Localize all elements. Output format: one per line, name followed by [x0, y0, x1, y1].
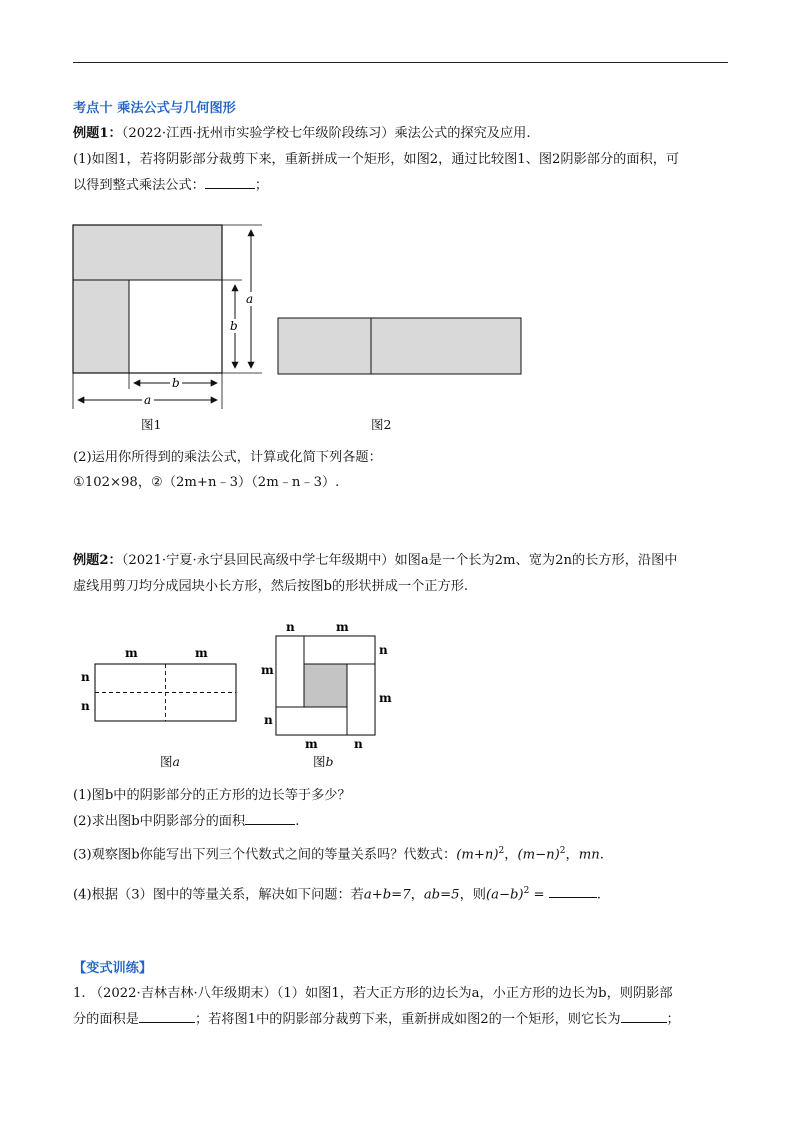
header-rule: [73, 62, 728, 63]
example1-q1-line2: 以得到整式乘法公式： ；: [73, 178, 269, 193]
answer-blank[interactable]: [549, 885, 597, 898]
answer-blank[interactable]: [621, 1010, 667, 1023]
section-title: 考点十 乘法公式与几何图形: [73, 101, 236, 116]
example2-q2: (2)求出图b中阴影部分的面积 .: [73, 814, 300, 829]
figb-label-m-bottom: m: [305, 737, 318, 750]
figure-a-diagram: [78, 644, 248, 726]
example2-label: 例题2：: [73, 553, 122, 568]
figb-label-m-top: m: [336, 620, 349, 634]
example1-intro: 例题1：（2022·江西·抚州市实验学校七年级阶段练习）乘法公式的探究及应用.: [73, 126, 531, 141]
figa-label-n2: n: [81, 699, 90, 713]
example2-intro-line1: 例题2：（2021·宁夏·永宁县回民高级中学七年级期中）如图a是一个长为2m、宽为2n的长方形，沿图中: [73, 553, 678, 568]
fig1-label-a-bottom: a: [144, 393, 152, 407]
answer-blank[interactable]: [205, 176, 255, 189]
example1-q2-items: ①102×98，②（2m+n﹣3）（2m﹣n﹣3）.: [73, 475, 340, 490]
example2-q3: (3)观察图b你能写出下列三个代数式之间的等量关系吗？代数式：$(m+n)^2$，$(m-n)^2$，mn.: [73, 846, 604, 863]
figure-a-caption: 图a: [160, 754, 180, 769]
example1-figures: [60, 216, 540, 416]
practice-item1-line1: 1. （2022·吉林吉林·八年级期末）（1）如图1，若大正方形的边长为a，小正方形的边长为b，则阴影部: [73, 986, 673, 1001]
answer-blank[interactable]: [139, 1010, 195, 1023]
figb-label-n-right: n: [379, 643, 388, 657]
figa-label-n1: n: [81, 670, 90, 684]
figure1-diagram: [73, 225, 262, 409]
example1-label: 例题1：: [73, 126, 122, 141]
figa-label-m2: m: [195, 646, 208, 660]
figure2-diagram: [278, 318, 521, 374]
figure2-caption: 图2: [371, 417, 392, 432]
example2-q1: (1)图b中的阴影部分的正方形的边长等于多少？: [73, 788, 351, 803]
example2-q4: (4)根据（3）图中的等量关系，解决如下问题：若a+b=7，ab=5，则$(a-b)^2$ = .: [73, 886, 601, 903]
example1-q1-line1: (1)如图1，若将阴影部分裁剪下来，重新拼成一个矩形，如图2，通过比较图1、图2阴影部分的面积，可: [73, 152, 680, 167]
figb-label-n-left: n: [264, 713, 273, 727]
example1-q2: (2)运用你所得到的乘法公式，计算或化简下列各题：: [73, 450, 382, 465]
figb-label-m-left: m: [261, 663, 274, 677]
example2-intro-line2: 虚线用剪刀均分成园块小长方形，然后按图b的形状拼成一个正方形.: [73, 579, 469, 594]
practice-title: 【变式训练】: [73, 961, 153, 976]
answer-blank[interactable]: [245, 812, 295, 825]
figure1-caption: 图1: [141, 417, 162, 432]
figa-label-m1: m: [125, 646, 138, 660]
figb-label-n-bottom: n: [354, 737, 363, 750]
figure-b-diagram: [258, 620, 398, 750]
fig1-label-b-right: b: [230, 319, 238, 333]
fig1-label-b-bottom: b: [172, 376, 180, 390]
figb-label-n-top: n: [286, 620, 295, 634]
fig1-label-a-right: a: [246, 292, 254, 306]
practice-item1-line2: 分的面积是 ；若将图1中的阴影部分裁剪下来，重新拼成如图2的一个矩形，则它长为 ；: [73, 1012, 680, 1027]
figb-label-m-right: m: [379, 691, 392, 705]
figure-b-caption: 图b: [313, 754, 334, 769]
